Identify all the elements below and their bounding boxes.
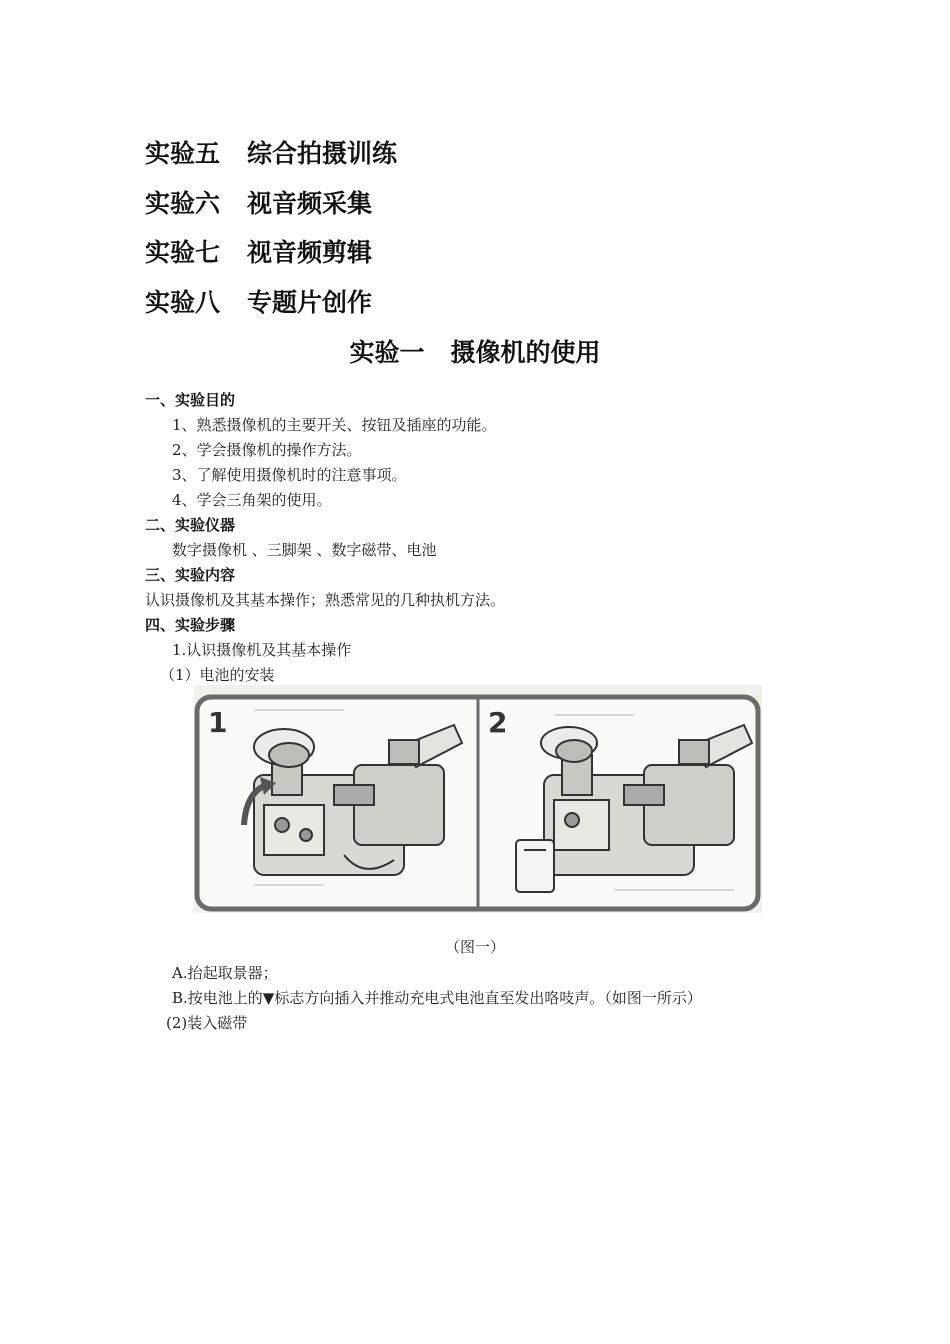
toc-title: 专题片创作 xyxy=(247,288,373,317)
step-1-text: 1.认识摄像机及其基本操作 xyxy=(172,641,352,659)
substep-tape: (2)装入磁带 xyxy=(166,1014,248,1032)
title-name: 摄像机的使用 xyxy=(450,338,601,367)
toc-title: 视音频剪辑 xyxy=(247,238,373,267)
section-heading-steps: 四、实验步骤 xyxy=(145,616,236,634)
section-heading-purpose: 一、实验目的 xyxy=(145,391,236,409)
panel-1-label: 1 xyxy=(208,706,228,739)
toc-number: 实验七 xyxy=(145,238,221,267)
figure-camera-battery xyxy=(194,685,762,913)
title-number: 实验一 xyxy=(349,338,425,367)
purpose-item: 3、了解使用摄像机时的注意事项。 xyxy=(172,466,407,484)
equipment-text: 数字摄像机 、三脚架 、数字磁带、电池 xyxy=(172,541,437,559)
toc-item-8 xyxy=(145,283,372,319)
toc-number: 实验五 xyxy=(145,139,221,168)
toc-item-6 xyxy=(145,184,372,220)
page-title xyxy=(0,333,950,369)
toc-number: 实验六 xyxy=(145,189,221,218)
figure-caption: （图一） xyxy=(444,938,505,956)
toc-item-5 xyxy=(145,134,397,170)
camera-illustration xyxy=(194,685,762,913)
toc-number: 实验八 xyxy=(145,288,221,317)
step-b-text: B.按电池上的▼标志方向插入并推动充电式电池直至发出咯吱声。（如图一所示） xyxy=(172,989,702,1007)
toc-title: 综合拍摄训练 xyxy=(247,139,398,168)
content-text: 认识摄像机及其基本操作；熟悉常见的几种执机方法。 xyxy=(145,591,506,609)
step-a-text: A.抬起取景器； xyxy=(172,964,278,982)
panel-2-label: 2 xyxy=(488,706,508,739)
purpose-item: 4、学会三角架的使用。 xyxy=(172,491,332,509)
section-heading-content: 三、实验内容 xyxy=(145,566,236,584)
toc-title: 视音频采集 xyxy=(247,189,373,218)
toc-item-7 xyxy=(145,233,372,269)
purpose-item: 2、学会摄像机的操作方法。 xyxy=(172,441,362,459)
purpose-item: 1、熟悉摄像机的主要开关、按钮及插座的功能。 xyxy=(172,416,497,434)
section-heading-equipment: 二、实验仪器 xyxy=(145,516,236,534)
substep-battery: （1）电池的安装 xyxy=(160,666,275,684)
